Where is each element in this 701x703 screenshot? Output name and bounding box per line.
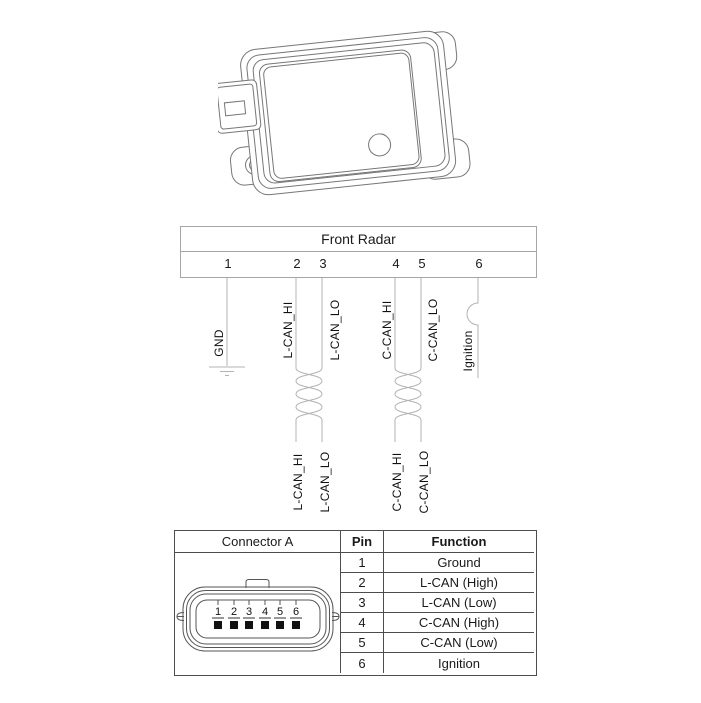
label-l-can-hi: L-CAN_HI (281, 301, 295, 359)
table-row-pin: 1 (341, 553, 384, 573)
label-c-can-hi: C-CAN_HI (380, 300, 394, 360)
l-can-twisted-pair (296, 277, 322, 442)
table-row-pin: 2 (341, 573, 384, 593)
table-row-function: Ground (384, 553, 534, 573)
label-l-can-hi-bottom: L-CAN_HI (291, 453, 305, 511)
pin-ticks (218, 600, 296, 605)
header-pin: Pin (341, 531, 384, 553)
header-connector-a: Connector A (175, 531, 341, 553)
c-can-twisted-pair (395, 277, 421, 442)
connector-a-drawing-cell (175, 553, 341, 673)
table-row-pin: 6 (341, 653, 384, 673)
table-row-pin: 3 (341, 593, 384, 613)
label-c-can-lo: C-CAN_LO (426, 298, 440, 362)
conn-pin-5: 5 (276, 606, 283, 618)
table-row-pin: 5 (341, 633, 384, 653)
connector-pin-numbers (214, 606, 298, 618)
connector-pinout-table (174, 530, 537, 676)
label-gnd: GND (212, 329, 226, 357)
connector-a-drawing (176, 554, 340, 672)
table-row-function: C-CAN (Low) (384, 633, 534, 653)
table-row-function: C-CAN (High) (384, 613, 534, 633)
label-c-can-hi-bottom: C-CAN_HI (390, 452, 404, 512)
pin-squares (214, 621, 300, 629)
pin-3: 3 (319, 256, 327, 271)
gnd-wire (209, 277, 245, 376)
pin-4: 4 (392, 256, 400, 271)
label-l-can-lo-bottom: L-CAN_LO (318, 451, 332, 513)
table-row-function: Ignition (438, 655, 480, 671)
conn-pin-4: 4 (261, 606, 268, 618)
front-radar-title: Front Radar (181, 227, 536, 252)
pin-2: 2 (293, 256, 301, 271)
connector-outer-shell (183, 587, 333, 651)
pin-5: 5 (418, 256, 426, 271)
pin-1: 1 (224, 256, 232, 271)
table-row-function: L-CAN (High) (384, 573, 534, 593)
conn-pin-1: 1 (214, 606, 221, 618)
header-function: Function (384, 531, 534, 553)
conn-pin-6: 6 (292, 606, 299, 618)
table-row-function: L-CAN (Low) (384, 593, 534, 613)
label-l-can-lo: L-CAN_LO (328, 299, 342, 361)
conn-pin-2: 2 (230, 606, 237, 618)
label-ignition: Ignition (461, 330, 475, 372)
conn-pin-3: 3 (245, 606, 252, 618)
label-c-can-lo-bottom: C-CAN_LO (417, 450, 431, 514)
pin-6: 6 (475, 256, 483, 271)
front-radar-box (180, 226, 537, 278)
pin-number-row (181, 252, 536, 278)
table-row-pin: 4 (341, 613, 384, 633)
